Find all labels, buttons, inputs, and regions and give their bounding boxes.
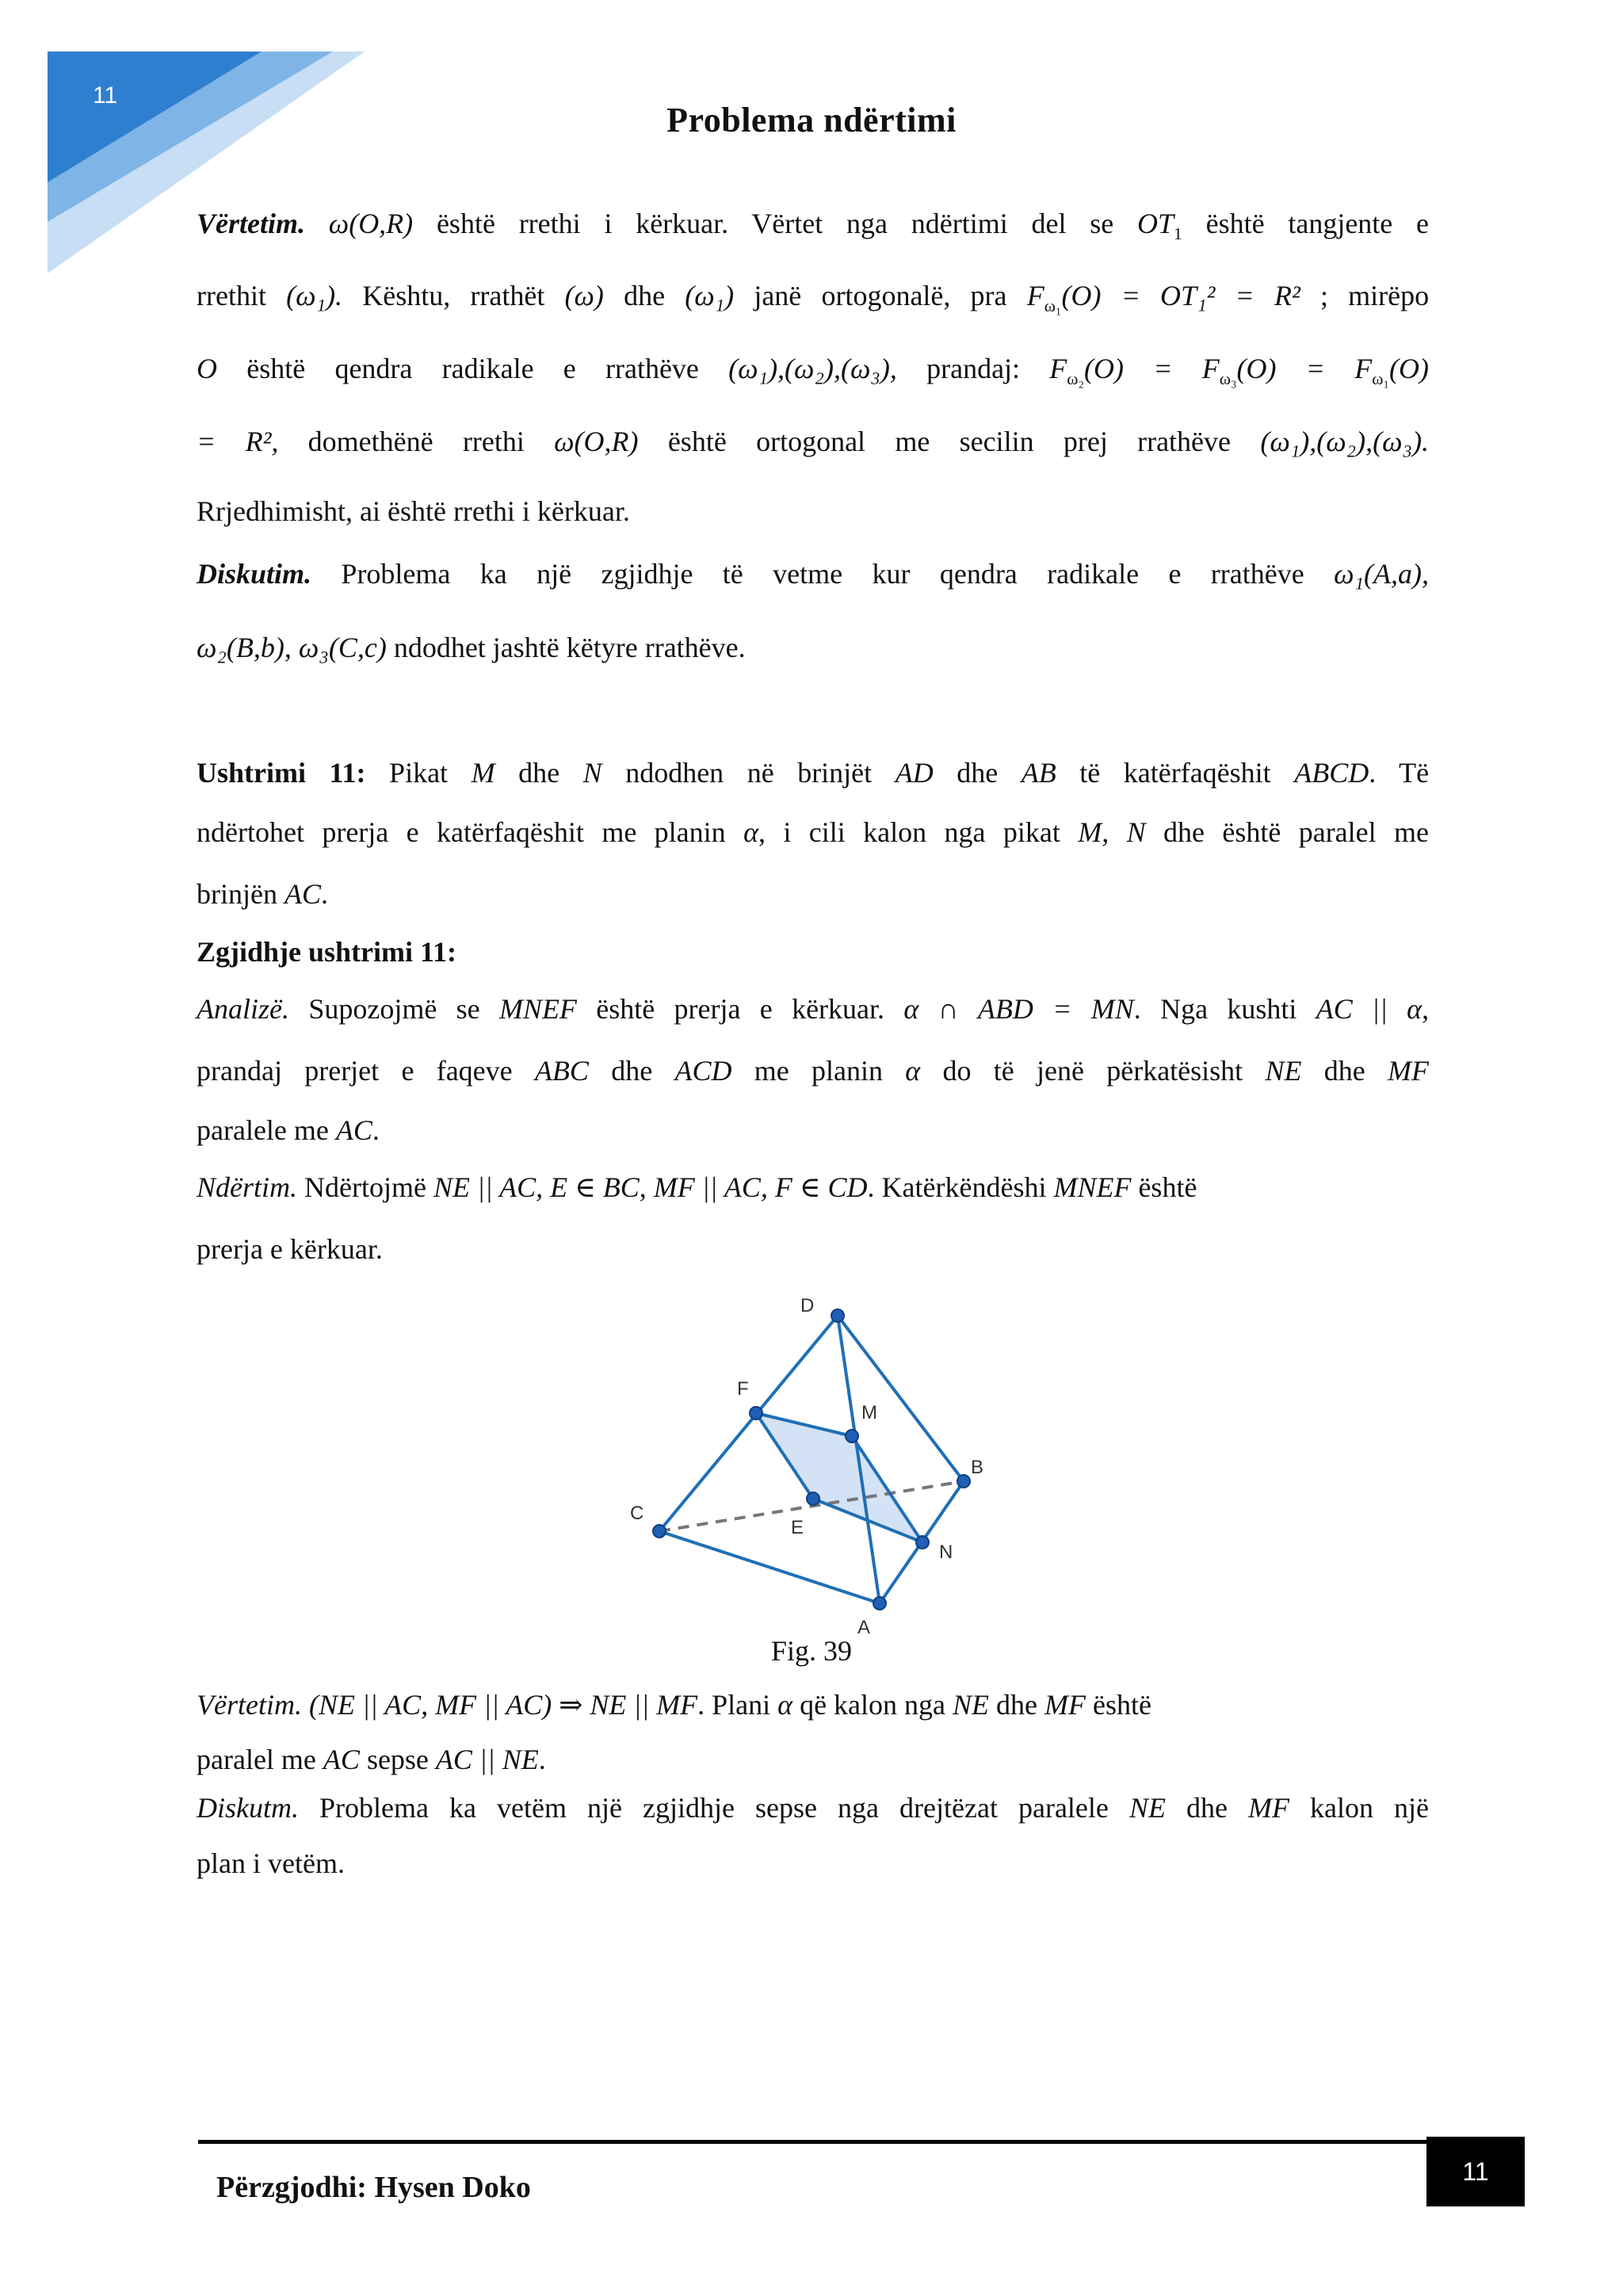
math-expression: ACD xyxy=(674,1055,732,1087)
corner-page-number: 11 xyxy=(93,82,118,109)
text-line xyxy=(197,497,1429,525)
text-span: dhe xyxy=(957,757,999,789)
math-expression: $F_{\omega_1}(O) = OT_1^2 = R^2$ xyxy=(1026,280,1300,316)
math-expression: $OT_1$ xyxy=(1137,208,1182,244)
point-a xyxy=(873,1597,886,1610)
text-span: . Katërkëndëshi xyxy=(867,1171,1047,1203)
text-span: ndodhen në brinjët xyxy=(625,757,873,789)
math-expression: (NE || AC, MF || AC) ⇒ NE || MF xyxy=(308,1689,698,1721)
math-expression: NE xyxy=(953,1689,990,1721)
math-expression: MNEF xyxy=(498,993,577,1025)
text-span: prandaj prerjet e faqeve xyxy=(197,1055,513,1087)
text-line xyxy=(197,880,1429,908)
text-line xyxy=(197,1173,1429,1201)
math-expression: ABCD xyxy=(1294,757,1369,789)
footer-page-number: 11 xyxy=(1426,2137,1525,2206)
math-expression: M, N xyxy=(1078,816,1146,848)
math-expression: ω₁(A,a), xyxy=(1334,558,1430,590)
label-point-d: D xyxy=(800,1295,815,1316)
figure-caption: Fig. 39 xyxy=(770,1635,853,1667)
edge-ca xyxy=(659,1531,880,1603)
text-span: është xyxy=(1138,1171,1197,1203)
math-expression: MF || AC, F ∈ CD xyxy=(653,1171,868,1203)
text-span: që kalon nga xyxy=(800,1689,946,1721)
math-expression: AC xyxy=(323,1744,360,1775)
math-expression: NE xyxy=(1265,1055,1302,1087)
text-span: janë ortogonalë, pra xyxy=(754,280,1007,311)
text-span: Rrjedhimisht, ai është rrethi i kërkuar. xyxy=(197,495,630,527)
point-f xyxy=(750,1407,762,1419)
text-span: Pikat xyxy=(389,757,449,789)
text-span: është prerja e kërkuar. xyxy=(596,993,885,1025)
point-m xyxy=(846,1430,858,1442)
text-span: rrethit xyxy=(197,280,266,311)
text-span: Supozojmë se xyxy=(308,993,480,1025)
text-span: prandaj: xyxy=(926,353,1021,384)
text-line xyxy=(197,1056,1429,1085)
math-expression: AD xyxy=(895,757,934,789)
point-d xyxy=(831,1309,844,1322)
label-diskutim: Diskutim. xyxy=(197,558,312,590)
page-title: Problema ndërtimi xyxy=(666,101,957,139)
math-expression: ω₂(B,b), ω₃(C,c) xyxy=(197,632,387,663)
math-expression: $F_{\omega_2}(O) = F_{\omega_3}(O) = F_{\omega_1}(O)$ xyxy=(1049,353,1429,389)
text-span: . Nga kushti xyxy=(1133,993,1297,1025)
math-expression: N xyxy=(582,757,602,789)
point-n xyxy=(916,1536,929,1549)
text-span: dhe xyxy=(611,1055,653,1087)
point-c xyxy=(653,1525,666,1538)
math-expression: ABC xyxy=(534,1055,589,1087)
math-expression: (ω₁),(ω₂),(ω₃), xyxy=(728,353,897,384)
text-line xyxy=(197,560,1429,588)
text-line xyxy=(197,281,1429,315)
math-expression: MNEF xyxy=(1053,1171,1132,1203)
text-span: domethënë rrethi xyxy=(307,426,525,457)
math-expression: AC || NE xyxy=(435,1744,539,1775)
text-span: plan i vetëm. xyxy=(197,1847,345,1879)
math-expression: (ω₁),(ω₂),(ω₃). xyxy=(1260,426,1430,457)
label-ushtrimi: Ushtrimi 11: xyxy=(197,757,366,789)
label-point-n: N xyxy=(939,1541,953,1563)
text-span: . xyxy=(538,1744,546,1775)
text-line xyxy=(197,633,1429,662)
text-line xyxy=(197,1794,1429,1822)
math-expression: α xyxy=(905,1055,921,1087)
math-expression: (ω) xyxy=(564,280,604,311)
text-span: ; mirëpo xyxy=(1319,280,1430,311)
text-line xyxy=(197,427,1429,456)
text-line xyxy=(197,1116,1429,1144)
math-expression: MF xyxy=(1248,1792,1289,1824)
text-span: është xyxy=(1093,1689,1151,1721)
text-span: do të jenë përkatësisht xyxy=(942,1055,1243,1087)
label-point-a: A xyxy=(857,1617,871,1638)
text-line xyxy=(197,1849,1429,1878)
text-span: Kështu, rrathët xyxy=(362,280,545,311)
text-line xyxy=(197,209,1429,243)
math-expression: NE || AC, E ∈ BC xyxy=(433,1171,640,1203)
math-expression: MF xyxy=(1388,1055,1430,1087)
text-line xyxy=(197,354,1429,388)
text-line xyxy=(197,758,1429,787)
math-expression: α ∩ ABD = MN xyxy=(903,993,1134,1025)
text-span: të katërfaqëshit xyxy=(1079,757,1271,789)
math-expression: ω(O,R) xyxy=(328,208,414,239)
text-line xyxy=(197,818,1429,846)
point-e xyxy=(807,1492,819,1505)
text-span: Problema ka vetëm një zgjidhje sepse nga drejtëzat paralele xyxy=(319,1792,1109,1824)
text-span: Ndërtojmë xyxy=(304,1171,426,1203)
text-line xyxy=(197,1235,1429,1263)
text-span: është tangjente e xyxy=(1205,208,1430,239)
text-span: është qendra radikale e rrathëve xyxy=(246,353,699,384)
label-point-e: E xyxy=(791,1517,804,1538)
text-span: , xyxy=(1422,993,1430,1025)
text-span: sepse xyxy=(366,1744,429,1775)
label-point-f: F xyxy=(737,1378,749,1400)
math-expression: AB xyxy=(1021,757,1056,789)
text-span: Problema ka një zgjidhje të vetme kur qendra radikale e rrathëve xyxy=(341,558,1304,590)
math-expression: AC xyxy=(335,1114,372,1146)
text-span: . xyxy=(372,1114,380,1146)
math-expression: α xyxy=(777,1689,793,1721)
label-ndertim: Ndërtim. xyxy=(197,1171,298,1203)
label-analize: Analizë. xyxy=(197,993,289,1025)
math-expression: NE xyxy=(1128,1792,1166,1824)
text-span: ndërtohet prerja e katërfaqëshit me planin xyxy=(197,816,726,848)
text-line xyxy=(197,1745,1429,1774)
text-span: ndodhet jashtë këtyre rrathëve. xyxy=(393,632,746,663)
footer-author: Përzgjodhi: Hysen Doko xyxy=(216,2171,531,2204)
text-line xyxy=(197,995,1429,1023)
text-span: është rrethi i kërkuar. Vërtet nga ndërtimi del se xyxy=(436,208,1114,239)
tetrahedron-figure xyxy=(602,1288,1014,1652)
label-point-b: B xyxy=(971,1457,984,1478)
math-expression: (ω₁). xyxy=(286,280,343,311)
text-span: dhe xyxy=(1323,1055,1365,1087)
math-expression: = R², xyxy=(197,426,279,457)
text-span: është ortogonal me secilin prej rrathëve xyxy=(667,426,1232,457)
math-expression: O xyxy=(197,353,217,384)
text-span: paralele me xyxy=(197,1114,329,1146)
section-heading: Zgjidhje ushtrimi 11: xyxy=(197,936,457,968)
text-span: . Plani xyxy=(697,1689,771,1721)
text-span: , xyxy=(639,1171,647,1203)
text-span: dhe është paralel me xyxy=(1163,816,1430,848)
text-span: dhe xyxy=(996,1689,1038,1721)
math-expression: MF xyxy=(1044,1689,1086,1721)
label-point-c: C xyxy=(630,1503,644,1524)
math-expression: AC || α xyxy=(1316,993,1423,1025)
text-span: , i cili kalon nga pikat xyxy=(758,816,1060,848)
math-expression: AC xyxy=(284,878,321,910)
text-line xyxy=(197,938,1429,966)
text-span: prerja e kërkuar. xyxy=(197,1233,383,1265)
math-expression: M xyxy=(471,757,495,789)
math-expression: ω(O,R) xyxy=(554,426,639,457)
label-diskutm: Diskutm. xyxy=(197,1792,299,1824)
math-expression: (ω₁) xyxy=(685,280,735,311)
text-span: brinjën xyxy=(197,878,277,910)
text-span: me planin xyxy=(754,1055,883,1087)
label-vertetim: Vërtetim. xyxy=(197,208,305,239)
footer-rule xyxy=(198,2140,1426,2144)
math-expression: α xyxy=(743,816,758,848)
text-span: kalon një xyxy=(1310,1792,1430,1824)
text-span: . xyxy=(321,878,328,910)
text-span: paralel me xyxy=(197,1744,316,1775)
text-line xyxy=(197,1690,1429,1719)
label-point-m: M xyxy=(861,1402,877,1423)
text-span: dhe xyxy=(1186,1792,1228,1824)
text-span: . Të xyxy=(1369,757,1430,789)
label-vertetim: Vërtetim. xyxy=(197,1689,302,1721)
text-span: dhe xyxy=(518,757,560,789)
text-span: dhe xyxy=(624,280,666,311)
point-b xyxy=(957,1475,970,1488)
